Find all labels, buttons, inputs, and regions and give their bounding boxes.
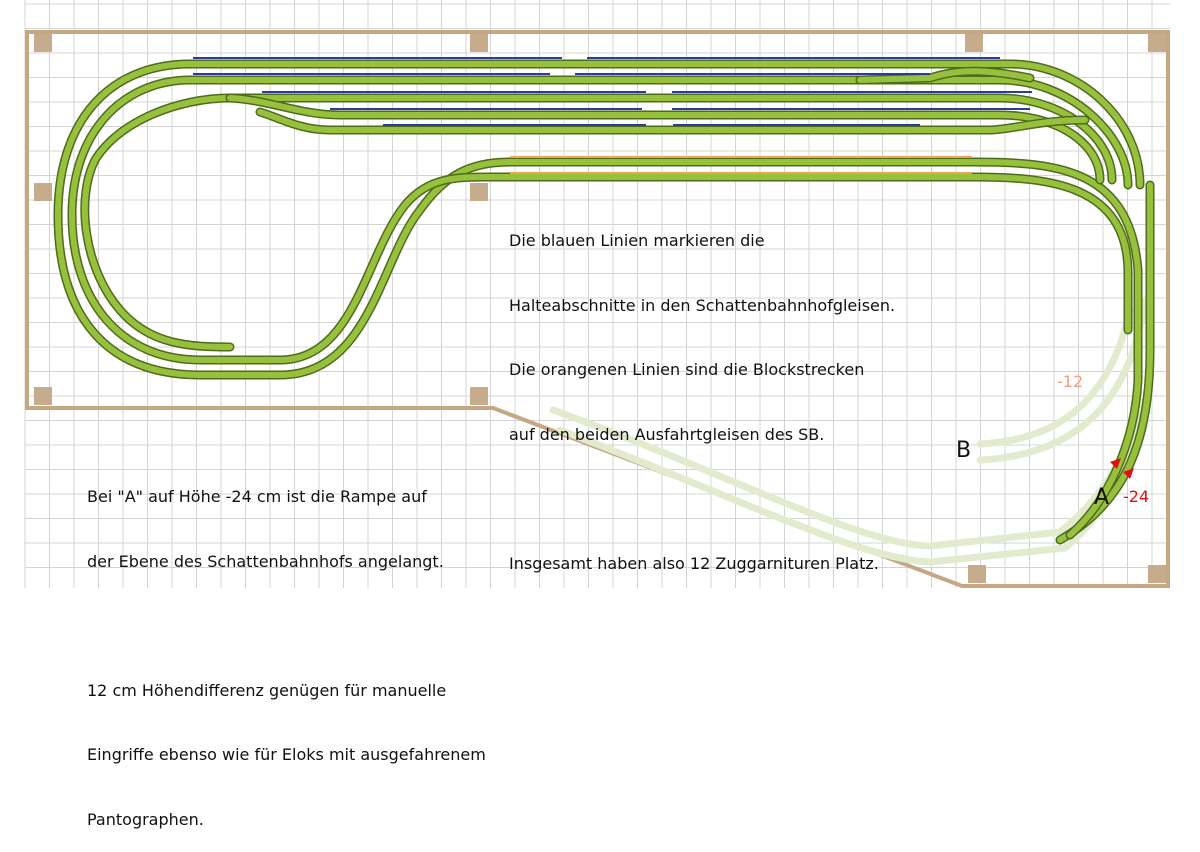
note-line: 12 cm Höhendifferenz genügen für manuelle <box>87 680 447 700</box>
note-line: der Ebene des Schattenbahnhofs angelangt. <box>87 551 444 571</box>
post <box>965 34 983 52</box>
post <box>470 387 488 405</box>
note-line: Pantographen. <box>87 809 204 829</box>
note-line: Eingriffe ebenso wie für Eloks mit ausgefahrenem <box>87 745 486 764</box>
post <box>1148 34 1166 52</box>
note-line: Die blauen Linien markieren die <box>509 231 765 250</box>
note-line: Die orangenen Linien sind die Blockstrecken <box>509 360 865 379</box>
ramp-track-b <box>980 310 1130 444</box>
label-b: B <box>956 438 972 463</box>
post <box>968 565 986 583</box>
track <box>230 98 1100 180</box>
note-line: Halteabschnitte in den Schattenbahnhofgleisen. <box>509 295 896 315</box>
note-line: Insgesamt haben also 12 Zuggarnituren Platz. <box>509 553 879 573</box>
note-line: Bei "A" auf Höhe -24 cm ist die Rampe auf <box>87 487 427 506</box>
note-line <box>87 615 486 637</box>
post <box>1148 565 1166 583</box>
label-minus-12: -12 <box>1057 372 1084 391</box>
post <box>34 34 52 52</box>
label-minus-24: -24 <box>1123 487 1150 506</box>
post <box>470 34 488 52</box>
note-left <box>87 443 486 852</box>
label-a: A <box>1094 485 1110 510</box>
note-line: auf den beiden Ausfahrtgleisen des SB. <box>509 424 825 444</box>
post <box>470 183 488 201</box>
note-line <box>509 488 895 510</box>
note-right <box>509 187 895 596</box>
track-edge <box>230 98 1100 180</box>
post <box>34 387 52 405</box>
post <box>34 183 52 201</box>
